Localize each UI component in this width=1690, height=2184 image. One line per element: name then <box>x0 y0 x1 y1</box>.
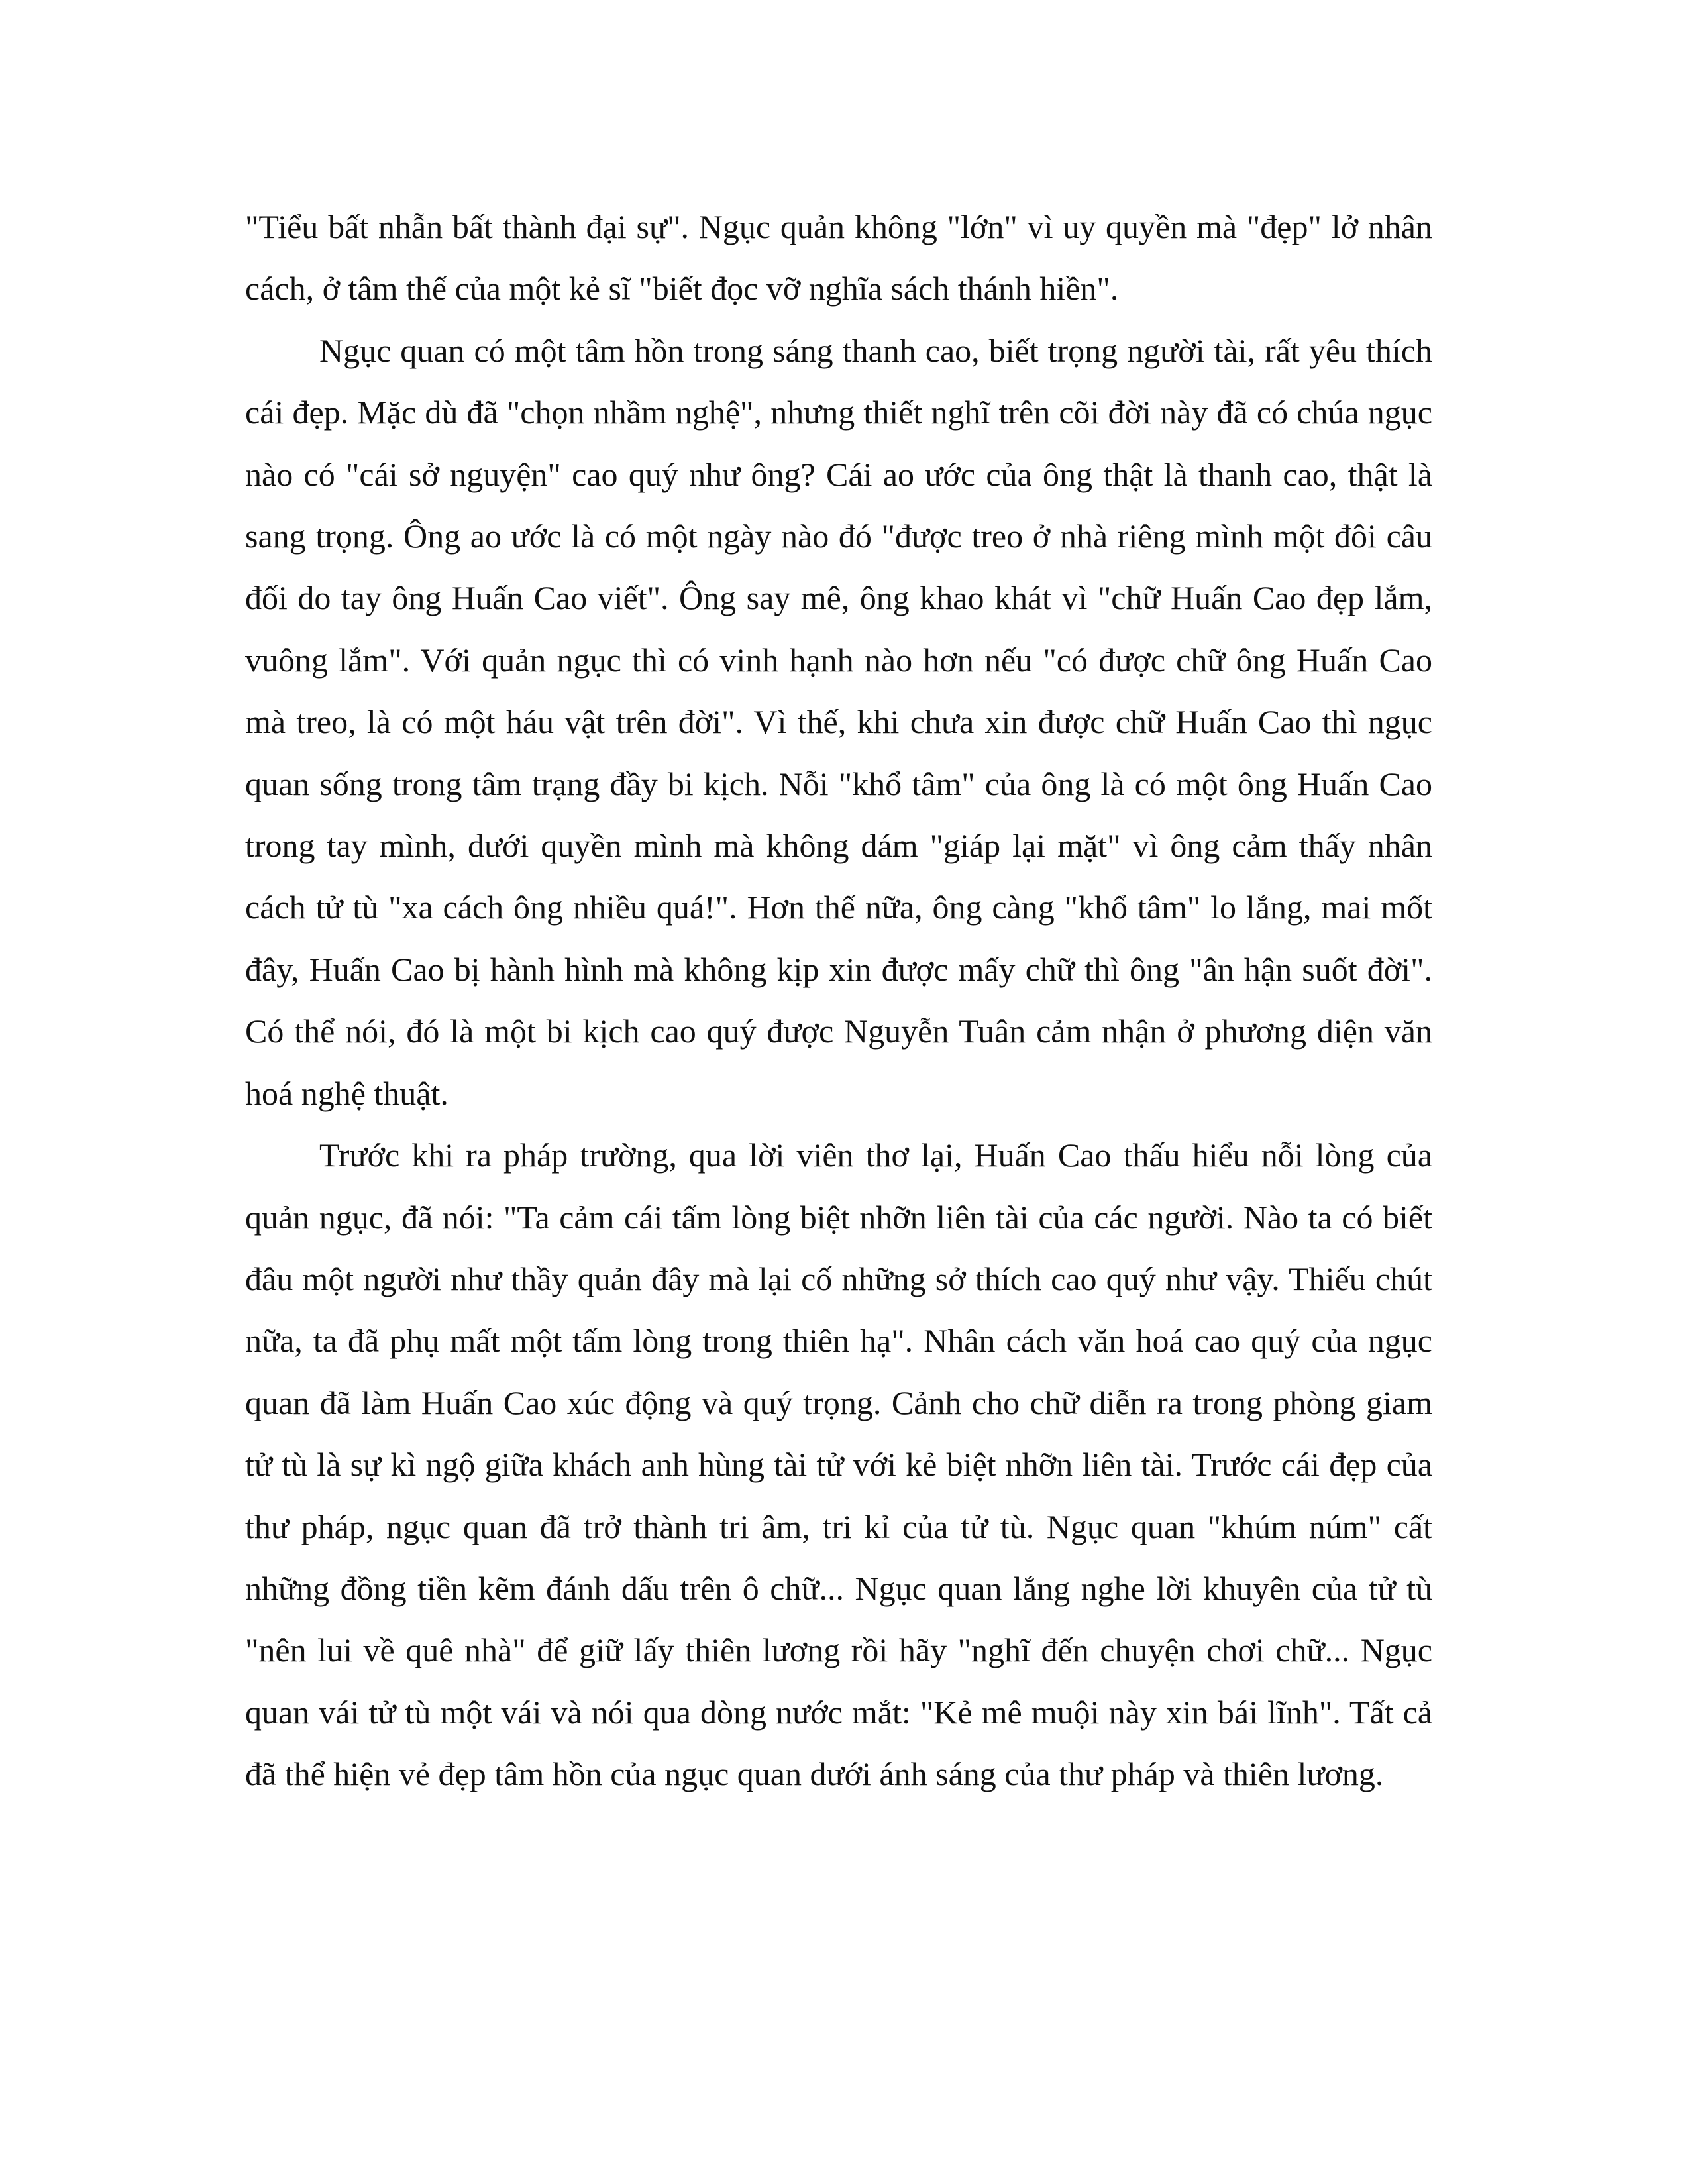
paragraph-1: "Tiểu bất nhẫn bất thành đại sự". Ngục quản không "lớn" vì uy quyền mà "đẹp" lở nhân cách, ở tâm thế của một kẻ sĩ "biết đọc vỡ nghĩa sách thánh hiền". <box>245 208 1432 307</box>
paragraph-3: Trước khi ra pháp trường, qua lời viên thơ lại, Huấn Cao thấu hiểu nỗi lòng của quản ngục, đã nói: "Ta cảm cái tấm lòng biệt nhỡn liên tài của các người. Nào ta có biết đâu một người như thầy quản đây mà lại cố những sở thích cao quý như vậy. Thiếu chút nữa, ta đã phụ mất một tấm lòng trong thiên hạ". Nhân cách văn hoá cao quý của ngục quan đã làm Huấn Cao xúc động và quý trọng. Cảnh cho chữ diễn ra trong phòng giam tử tù là sự kì ngộ giữa khách anh hùng tài tử với kẻ biệt nhỡn liên tài. Trước cái đẹp của thư pháp, ngục quan đã trở thành tri âm, tri kỉ của tử tù. Ngục quan "khúm núm" cất những đồng tiền kẽm đánh dấu trên ô chữ... Ngục quan lắng nghe lời khuyên của tử tù "nên lui về quê nhà" để giữ lấy thiên lương rồi hãy "nghĩ đến chuyện chơi chữ... Ngục quan vái tử tù một vái và nói qua dòng nước mắt: "Kẻ mê muội này xin bái lĩnh". Tất cả đã thể hiện vẻ đẹp tâm hồn của ngục quan dưới ánh sáng của thư pháp và thiên lương. <box>245 1136 1432 1793</box>
paragraph-2: Ngục quan có một tâm hồn trong sáng thanh cao, biết trọng người tài, rất yêu thích cái đẹp. Mặc dù đã "chọn nhầm nghệ", nhưng thiết nghĩ trên cõi đời này đã có chúa ngục nào có "cái sở nguyện" cao quý như ông? Cái ao ước của ông thật là thanh cao, thật là sang trọng. Ông ao ước là có một ngày nào đó "được treo ở nhà riêng mình một đôi câu đối do tay ông Huấn Cao viết". Ông say mê, ông khao khát vì "chữ Huấn Cao đẹp lắm, vuông lắm". Với quản ngục thì có vinh hạnh nào hơn nếu "có được chữ ông Huấn Cao mà treo, là có một háu vật trên đời". Vì thế, khi chưa xin được chữ Huấn Cao thì ngục quan sống trong tâm trạng đầy bi kịch. Nỗi "khổ tâm" của ông là có một ông Huấn Cao trong tay mình, dưới quyền mình mà không dám "giáp lại mặt" vì ông cảm thấy nhân cách tử tù "xa cách ông nhiều quá!". Hơn thế nữa, ông càng "khổ tâm" lo lắng, mai mốt đây, Huấn Cao bị hành hình mà không kịp xin được mấy chữ thì ông "ân hận suốt đời". Có thể nói, đó là một bi kịch cao quý được Nguyễn Tuân cảm nhận ở phương diện văn hoá nghệ thuật. <box>245 331 1432 1112</box>
document-body <box>245 196 1432 1806</box>
